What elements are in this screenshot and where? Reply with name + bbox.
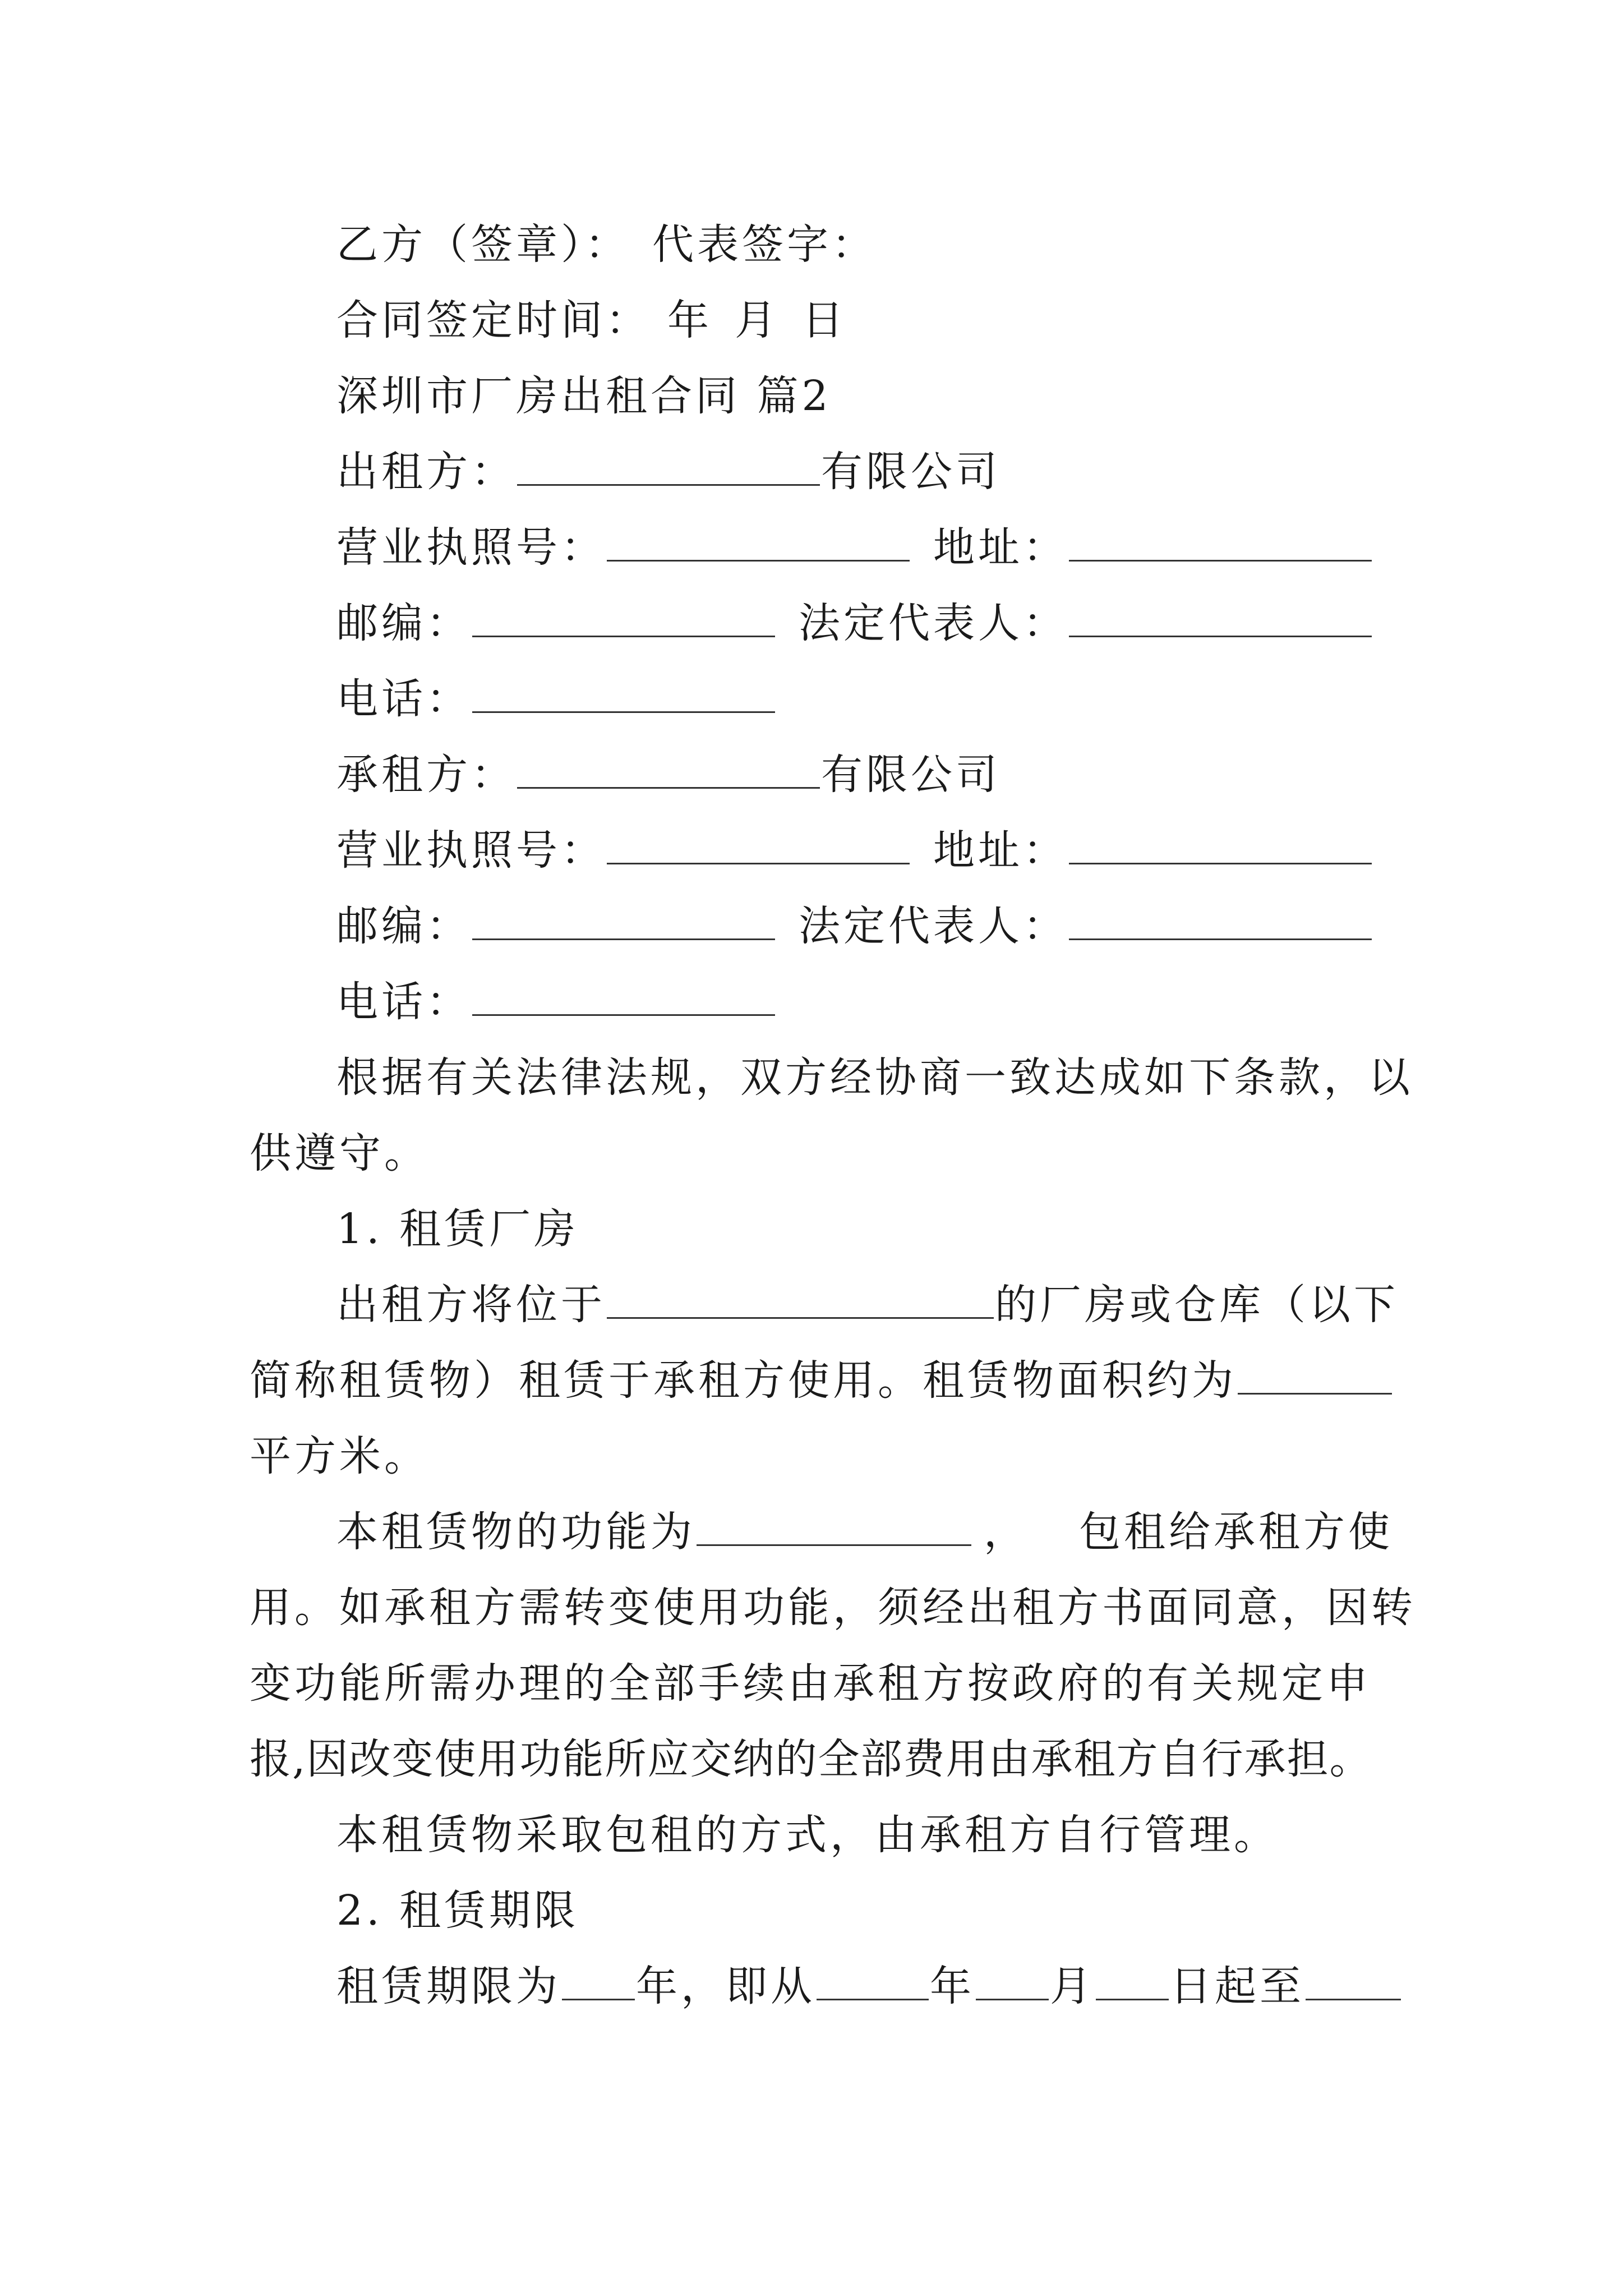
function-blank [697, 1507, 971, 1546]
lessor-line [336, 446, 1393, 498]
lessor-phone-line [336, 673, 1393, 725]
lessor-company-suffix: 有限公司 [821, 448, 1000, 496]
clause-1-line-2 [250, 1355, 1393, 1406]
term-label: 租赁期限为 [336, 1962, 561, 2010]
clause-1-heading: 1. 租赁厂房 [336, 1205, 579, 1253]
term-years-blank [562, 1962, 635, 2000]
lease-text: 简称租赁物）租赁于承租方使用。租赁物面积约为 [250, 1356, 1237, 1405]
start-day-blank [1096, 1962, 1169, 2000]
lessor-blank [517, 447, 820, 486]
legal-rep-blank [1069, 901, 1372, 940]
legal-rep-label: 法定代表人： [799, 902, 1068, 950]
area-blank [1238, 1356, 1392, 1395]
comma: ， [984, 1508, 1029, 1556]
representative-signature-label: 代表签字： [652, 220, 877, 269]
clause-2-line-1 [336, 1961, 1393, 2012]
end-blank [1306, 1962, 1401, 2000]
clause-1-line-7: 报,因改变使用功能所应交纳的全部费用由承租方自行承担。 [250, 1735, 1372, 1783]
factory-text: 的厂房或仓库（以下 [995, 1281, 1399, 1329]
lessor-label: 出租方： [336, 448, 516, 496]
lessee-postcode-line [336, 900, 1393, 952]
clause-1-line-3: 平方米。 [250, 1432, 429, 1480]
contract-date-label: 合同签定时间： [336, 296, 651, 344]
preamble-line-1: 根据有关法律法规，双方经协商一致达成如下条款，以 [336, 1053, 1413, 1102]
year-label: 年 [930, 1962, 975, 2010]
address-label: 地址： [933, 826, 1068, 875]
month-label: 月 [1050, 1962, 1095, 2010]
from-text: 年，即从 [636, 1962, 815, 2010]
contract-date-line [336, 295, 1393, 346]
function-text: 包租给承租方使 [1079, 1508, 1393, 1556]
postcode-label: 邮编： [336, 902, 471, 950]
clause-1-line-5: 用。如承租方需转变使用功能，须经出租方书面同意，因转 [250, 1584, 1416, 1632]
clause-1-line-8: 本租赁物采取包租的方式，由承租方自行管理。 [336, 1811, 1279, 1859]
lessee-company-suffix: 有限公司 [821, 751, 1000, 799]
license-label: 营业执照号： [336, 523, 606, 572]
clause-2-heading: 2. 租赁期限 [336, 1887, 579, 1935]
phone-label: 电话： [336, 675, 471, 723]
lessor-license-line [336, 522, 1393, 573]
lessee-license-line [336, 825, 1393, 876]
license-blank [607, 826, 910, 864]
phone-blank [472, 674, 775, 713]
month-label: 月 [735, 296, 780, 344]
party-b-signature-line [336, 219, 1393, 270]
postcode-blank [472, 599, 775, 637]
year-label: 年 [667, 296, 712, 344]
location-blank [607, 1280, 994, 1319]
phone-label: 电话： [336, 978, 471, 1026]
lessee-blank [517, 750, 820, 789]
preamble-line-2: 供遵守。 [250, 1129, 429, 1177]
legal-rep-label: 法定代表人： [799, 599, 1068, 647]
lessee-phone-line [336, 976, 1393, 1028]
lessee-label: 承租方： [336, 751, 516, 799]
clause-1-line-1 [336, 1279, 1399, 1331]
lessee-line [336, 749, 1393, 800]
clause-1-line-6: 变功能所需办理的全部手续由承租方按政府的有关规定申 [250, 1659, 1371, 1708]
party-b-seal-label: 乙方（签章）： [336, 220, 630, 269]
location-label: 出租方将位于 [336, 1281, 606, 1329]
address-label: 地址： [933, 523, 1068, 572]
start-year-blank [817, 1962, 929, 2000]
legal-rep-blank [1069, 599, 1372, 637]
function-label: 本租赁物的功能为 [336, 1508, 695, 1556]
lessor-postcode-line [336, 597, 1393, 649]
postcode-blank [472, 901, 775, 940]
address-blank [1069, 826, 1372, 864]
day-label: 日 [802, 296, 847, 344]
until-text: 日起至 [1170, 1962, 1304, 2010]
postcode-label: 邮编： [336, 599, 471, 647]
license-label: 营业执照号： [336, 826, 606, 875]
clause-1-function-line [336, 1506, 1393, 1558]
address-blank [1069, 523, 1372, 562]
start-month-blank [976, 1962, 1049, 2000]
section-title: 深圳市厂房出租合同 篇2 [336, 372, 832, 420]
phone-blank [472, 977, 775, 1016]
license-blank [607, 523, 910, 562]
